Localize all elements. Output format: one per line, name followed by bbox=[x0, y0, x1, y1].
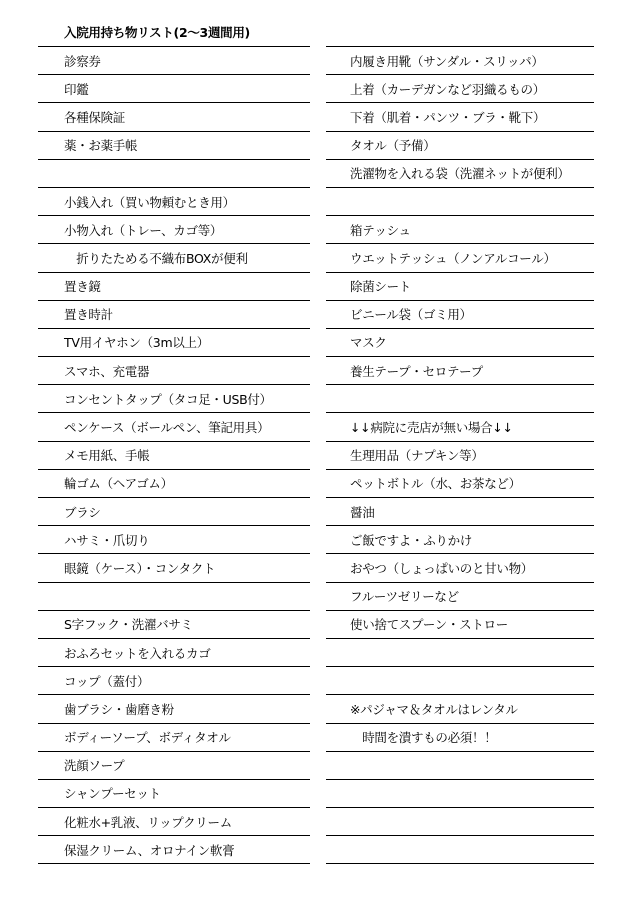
list-item bbox=[38, 526, 310, 554]
list-item bbox=[326, 103, 594, 131]
list-item bbox=[38, 188, 310, 216]
list-item-label: 内履き用靴（サンダル・スリッパ） bbox=[350, 53, 544, 69]
list-item-label: 使い捨てスプーン・ストロー bbox=[350, 617, 508, 633]
list-item bbox=[326, 273, 594, 301]
list-item-label: コップ（蓋付） bbox=[64, 673, 150, 689]
list-item bbox=[38, 639, 310, 667]
list-item bbox=[38, 244, 310, 272]
list-item-label: 除菌シート bbox=[350, 279, 412, 295]
list-item bbox=[38, 301, 310, 329]
list-item-label: ペンケース（ボールペン、筆記用具） bbox=[64, 420, 270, 436]
list-item bbox=[326, 498, 594, 526]
list-item-label: 置き時計 bbox=[64, 307, 113, 323]
list-item-label: 眼鏡（ケース）・コンタクト bbox=[64, 560, 216, 576]
list-item-label: ウエットテッシュ（ノンアルコール） bbox=[350, 250, 556, 266]
list-item-label: ペットボトル（水、お茶など） bbox=[350, 476, 521, 492]
list-item-label: おやつ（しょっぱいのと甘い物） bbox=[350, 560, 534, 576]
list-item bbox=[38, 554, 310, 582]
list-item-label: コンセントタップ（タコ足・USB付） bbox=[64, 391, 272, 407]
list-item bbox=[38, 216, 310, 244]
list-item-label: 化粧水+乳液、リップクリーム bbox=[64, 814, 232, 830]
list-item-label: 歯ブラシ・歯磨き粉 bbox=[64, 701, 174, 717]
list-item bbox=[326, 357, 594, 385]
list-item bbox=[326, 385, 594, 413]
list-item bbox=[326, 160, 594, 188]
list-item bbox=[38, 47, 310, 75]
list-item bbox=[326, 301, 594, 329]
list-item bbox=[326, 244, 594, 272]
list-item-label: ※パジャマ＆タオルはレンタル bbox=[350, 701, 518, 717]
list-item bbox=[38, 724, 310, 752]
list-item-label: 置き鏡 bbox=[64, 279, 101, 295]
list-item-label: 時間を潰すもの必須！！ bbox=[350, 730, 497, 746]
list-item bbox=[326, 724, 594, 752]
list-item-label: 醤油 bbox=[350, 504, 375, 520]
list-item-label: メモ用紙、手帳 bbox=[64, 448, 150, 464]
list-item bbox=[38, 752, 310, 780]
list-item bbox=[38, 695, 310, 723]
list-item-label: ハサミ・爪切り bbox=[64, 532, 150, 548]
list-item-label: タオル（予備） bbox=[350, 138, 436, 154]
list-item-label: 診察券 bbox=[64, 53, 101, 69]
list-item bbox=[326, 329, 594, 357]
list-item-label: 各種保険証 bbox=[64, 109, 126, 125]
list-item bbox=[326, 75, 594, 103]
list-item-label: 小物入れ（トレー、カゴ等） bbox=[64, 222, 223, 238]
list-item bbox=[326, 132, 594, 160]
list-item bbox=[38, 132, 310, 160]
list-item-label: おふろセットを入れるカゴ bbox=[64, 645, 211, 661]
list-item-label: フルーツゼリーなど bbox=[350, 589, 459, 605]
list-item-label: 洗濯物を入れる袋（洗濯ネットが便利） bbox=[350, 166, 570, 182]
list-item-label: S字フック・洗濯バサミ bbox=[64, 617, 193, 633]
list-item bbox=[38, 160, 310, 188]
list-item bbox=[38, 103, 310, 131]
list-item bbox=[38, 75, 310, 103]
list-item-label: 洗顔ソープ bbox=[64, 758, 125, 774]
right-column bbox=[326, 46, 594, 864]
list-item-label: 薬・お薬手帳 bbox=[64, 138, 138, 154]
list-item bbox=[326, 216, 594, 244]
list-item bbox=[326, 554, 594, 582]
list-item bbox=[38, 611, 310, 639]
list-title: 入院用持ち物リスト(2〜3週間用) bbox=[64, 25, 250, 40]
list-item bbox=[326, 780, 594, 808]
list-item bbox=[326, 752, 594, 780]
list-item bbox=[326, 583, 594, 611]
list-item bbox=[326, 836, 594, 864]
list-item-label: スマホ、充電器 bbox=[64, 363, 150, 379]
list-item bbox=[326, 47, 594, 75]
list-item-label: 保湿クリーム、オロナイン軟膏 bbox=[64, 842, 235, 858]
list-item bbox=[326, 667, 594, 695]
list-item-label: ↓↓病院に売店が無い場合↓↓ bbox=[350, 420, 513, 436]
list-item bbox=[38, 442, 310, 470]
list-item bbox=[326, 470, 594, 498]
list-item-label: ブラシ bbox=[64, 504, 101, 520]
list-item bbox=[326, 526, 594, 554]
list-item bbox=[38, 357, 310, 385]
list-item bbox=[38, 667, 310, 695]
list-item-label: 輪ゴム（ヘアゴム） bbox=[64, 476, 173, 492]
list-item bbox=[38, 329, 310, 357]
list-item bbox=[38, 470, 310, 498]
list-item bbox=[38, 836, 310, 864]
list-item-label: 下着（肌着・パンツ・ブラ・靴下） bbox=[350, 109, 546, 125]
list-item-label: ボディーソープ、ボディタオル bbox=[64, 730, 231, 746]
list-item-label: 上着（カーデガンなど羽織るもの） bbox=[350, 81, 545, 97]
list-item bbox=[326, 413, 594, 441]
list-item bbox=[326, 695, 594, 723]
list-item-label: マスク bbox=[350, 335, 387, 351]
list-item bbox=[326, 188, 594, 216]
list-item bbox=[326, 808, 594, 836]
list-item bbox=[38, 780, 310, 808]
list-item-label: シャンプーセット bbox=[64, 786, 161, 802]
list-item bbox=[38, 273, 310, 301]
list-item-label: 印鑑 bbox=[64, 81, 89, 97]
list-item bbox=[38, 413, 310, 441]
list-item bbox=[38, 808, 310, 836]
list-item-label: ビニール袋（ゴミ用） bbox=[350, 307, 472, 323]
list-item-label: 折りたためる不織布BOXが便利 bbox=[64, 250, 248, 266]
list-item bbox=[38, 385, 310, 413]
list-item-label: 箱テッシュ bbox=[350, 222, 411, 238]
list-item-label: TV用イヤホン（3m以上） bbox=[64, 335, 209, 351]
list-item-label: 生理用品（ナプキン等） bbox=[350, 448, 484, 464]
list-item bbox=[326, 639, 594, 667]
list-item bbox=[326, 611, 594, 639]
list-item bbox=[326, 442, 594, 470]
list-item bbox=[38, 498, 310, 526]
list-item bbox=[38, 583, 310, 611]
left-column bbox=[38, 46, 310, 864]
list-item-label: 小銭入れ（買い物頼むとき用） bbox=[64, 194, 235, 210]
list-item-label: ご飯ですよ・ふりかけ bbox=[350, 532, 473, 548]
list-item-label: 養生テープ・セロテープ bbox=[350, 363, 483, 379]
